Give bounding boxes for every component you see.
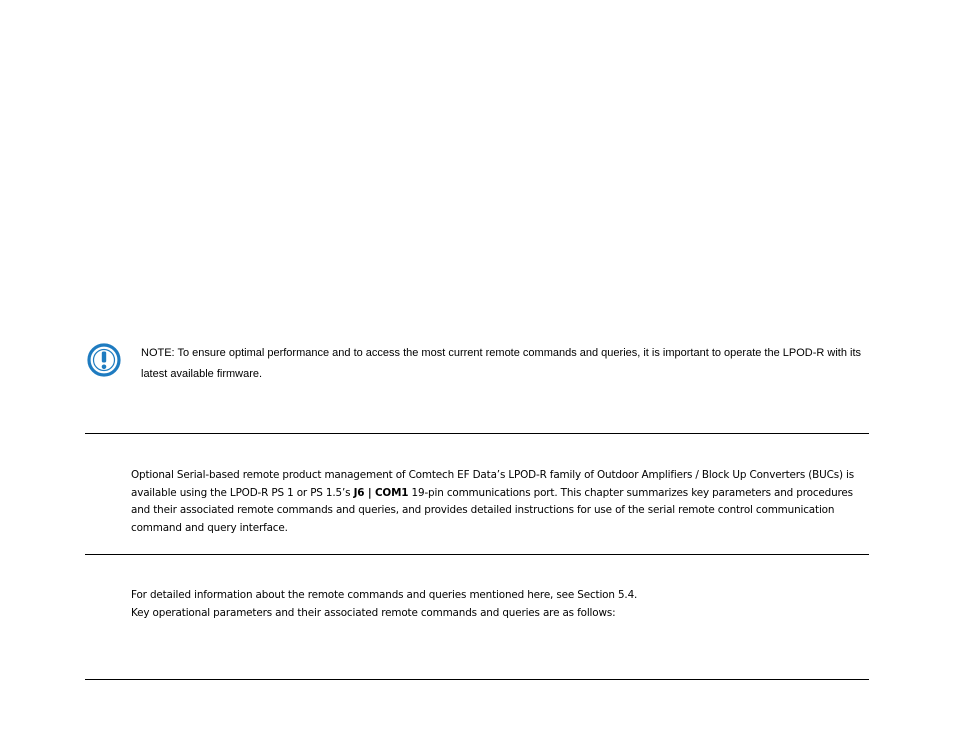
section-divider: [85, 679, 869, 680]
section-divider: [85, 554, 869, 555]
note-text: NOTE: To ensure optimal performance and to access the most current remote commands and queries, it is important to operate the LPOD-R with its latest available firmware.: [141, 347, 862, 380]
exclamation-circle-icon: [86, 342, 122, 378]
intro-paragraph: [131, 467, 861, 537]
section-line-1: For detailed information about the remote commands and queries mentioned here, see Section 5.4.: [131, 589, 638, 601]
port-name: J6 | COM1: [353, 486, 409, 499]
intro-text-part1: Optional Serial-based remote product management of Comtech EF Data’s LPOD-R family of Outdoor Amplifiers / Block Up Converters (BUCs) is available using the LPOD-R PS 1 or PS 1.5’s: [131, 469, 855, 499]
section-divider: [85, 433, 869, 434]
section-paragraph: [131, 587, 861, 622]
intro-text-part2: 19-pin communications port. This chapter summarizes key parameters and procedures and their associated remote commands and queries, and provides detailed instructions for use of the serial remote control communication command and query interface.: [131, 486, 853, 534]
section-line-2: Key operational parameters and their associated remote commands and queries are as follows:: [131, 606, 616, 619]
